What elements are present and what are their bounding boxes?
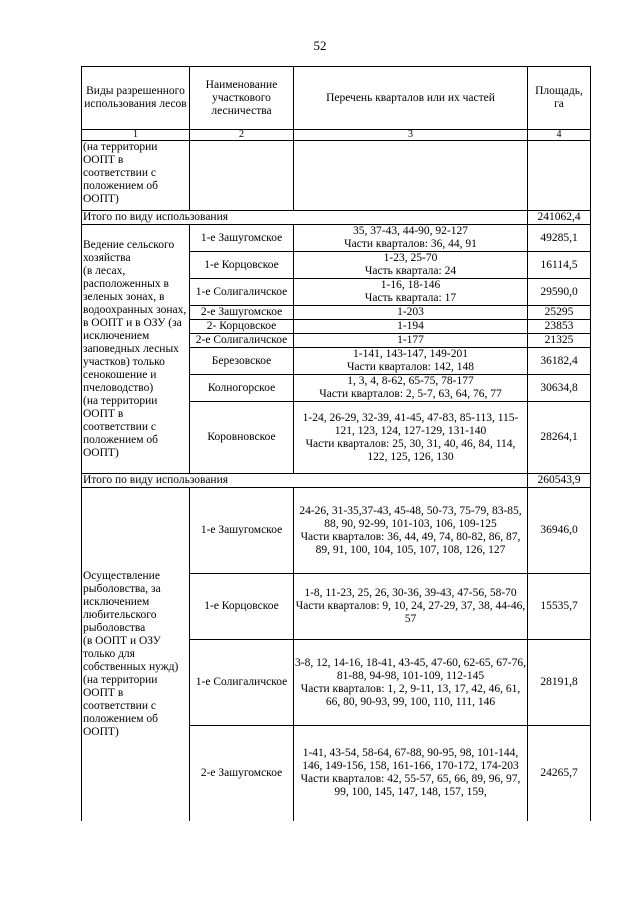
quarters-cell: 1-203 [294,306,528,320]
forestry-cell: 1-е Зашугомское [190,225,294,252]
page-number: 52 [313,38,327,53]
column-number-row [82,130,591,141]
area-cell: 23853 [528,320,591,334]
area-cell [528,141,591,211]
forestry-cell: 2-е Солигаличское [190,334,294,348]
quarters-cell: 35, 37-43, 44-90, 92-127 Части кварталов: 36, 44, 91 [294,225,528,252]
quarters-cell: 1-141, 143-147, 149-201 Части кварталов: 142, 148 [294,348,528,375]
quarters-cell [294,141,528,211]
area-cell: 15535,7 [528,574,591,640]
area-cell: 21325 [528,334,591,348]
area-cell: 16114,5 [528,252,591,279]
total-row [82,474,591,488]
forestry-cell: 2-е Зашугомское [190,726,294,821]
column-number: 2 [190,130,294,141]
area-cell: 29590,0 [528,279,591,306]
use-type-cell: Ведение сельского хозяйства (в лесах, расположенных в зеленых зонах, в водоохранных зонах, в ООПТ и в ОЗУ (за исключением заповедных лесных участков) только сенокошение и пчеловодство) (на территории ООПТ в соответствии с положением об ООПТ) [82,225,190,474]
forestry-cell: Березовское [190,348,294,375]
use-type-cell: Осуществление рыболовства, за исключением любительского рыболовства (в ООПТ и ОЗУ только для собственных нужд) (на территории ООПТ в соответствии с положением об ООПТ) [82,488,190,821]
forestry-cell [190,141,294,211]
forest-use-table [81,66,591,821]
total-label: Итого по виду использования [82,474,528,488]
quarters-cell: 1-23, 25-70 Часть квартала: 24 [294,252,528,279]
table-row [82,488,591,574]
area-cell: 36182,4 [528,348,591,375]
forestry-cell: 2- Корцовское [190,320,294,334]
quarters-cell: 1-41, 43-54, 58-64, 67-88, 90-95, 98, 101-144, 146, 149-156, 158, 161-166, 170-172, 174-203 Части кварталов: 42, 55-57, 65, 66, 89, 96, 97, 99, 100, 145, 147, 148, 157, 159, [294,726,528,821]
forestry-cell: 1-е Солигаличское [190,640,294,726]
area-cell: 28191,8 [528,640,591,726]
forestry-cell: Коровновское [190,402,294,474]
area-cell: 28264,1 [528,402,591,474]
header-row [82,67,591,130]
table-row [82,225,591,252]
header-area: Площадь, га [528,67,591,130]
continued-row [82,141,591,211]
forestry-cell: 1-е Корцовское [190,252,294,279]
header-quarters: Перечень кварталов или их частей [294,67,528,130]
total-row [82,211,591,225]
forestry-cell: 2-е Зашугомское [190,306,294,320]
forestry-cell: 1-е Зашугомское [190,488,294,574]
area-cell: 25295 [528,306,591,320]
column-number: 1 [82,130,190,141]
area-cell: 49285,1 [528,225,591,252]
column-number: 3 [294,130,528,141]
total-label: Итого по виду использования [82,211,528,225]
quarters-cell: 3-8, 12, 14-16, 18-41, 43-45, 47-60, 62-65, 67-76, 81-88, 94-98, 101-109, 112-145 Части кварталов: 1, 2, 9-11, 13, 17, 42, 46, 61, 66, 80, 90-93, 99, 100, 110, 111, 146 [294,640,528,726]
quarters-cell: 24-26, 31-35,37-43, 45-48, 50-73, 75-79, 83-85, 88, 90, 92-99, 101-103, 106, 109-125 Части кварталов: 36, 44, 49, 74, 80-82, 86, 87, 89, 91, 100, 104, 105, 107, 108, 126, 127 [294,488,528,574]
forestry-cell: 1-е Корцовское [190,574,294,640]
total-value: 260543,9 [528,474,591,488]
quarters-cell: 1-194 [294,320,528,334]
quarters-cell: 1, 3, 4, 8-62, 65-75, 78-177 Части кварталов: 2, 5-7, 63, 64, 76, 77 [294,375,528,402]
forestry-cell: Колногорское [190,375,294,402]
forestry-cell: 1-е Солигаличское [190,279,294,306]
use-type-cell: (на территории ООПТ в соответствии с положением об ООПТ) [82,141,190,211]
quarters-cell: 1-8, 11-23, 25, 26, 30-36, 39-43, 47-56, 58-70 Части кварталов: 9, 10, 24, 27-29, 37, 38, 44-46, 57 [294,574,528,640]
area-cell: 36946,0 [528,488,591,574]
column-number: 4 [528,130,591,141]
quarters-cell: 1-177 [294,334,528,348]
area-cell: 30634,8 [528,375,591,402]
total-value: 241062,4 [528,211,591,225]
area-cell: 24265,7 [528,726,591,821]
header-forestry: Наименование участкового лесничества [190,67,294,130]
quarters-cell: 1-24, 26-29, 32-39, 41-45, 47-83, 85-113, 115-121, 123, 124, 127-129, 131-140 Части кварталов: 25, 30, 31, 40, 46, 84, 114, 122, 125, 126, 130 [294,402,528,474]
header-use-type: Виды разрешенного использования лесов [82,67,190,130]
quarters-cell: 1-16, 18-146 Часть квартала: 17 [294,279,528,306]
